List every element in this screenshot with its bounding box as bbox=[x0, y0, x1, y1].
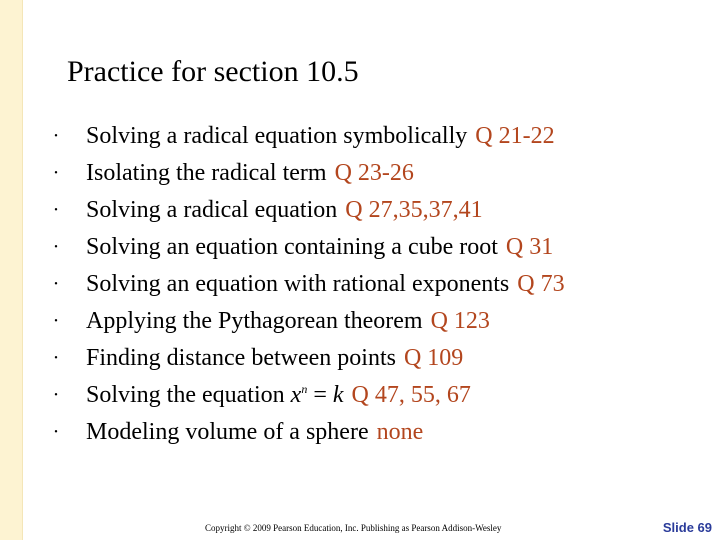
bullet-icon: • bbox=[54, 353, 58, 364]
list-item bbox=[26, 118, 565, 155]
question-ref: Q 21-22 bbox=[475, 123, 555, 149]
slide-title: Practice for section 10.5 bbox=[67, 55, 359, 88]
question-ref: Q 109 bbox=[403, 345, 464, 371]
list-item bbox=[26, 266, 565, 303]
topic-text: Applying the Pythagorean theorem bbox=[86, 308, 423, 334]
list-item bbox=[26, 303, 565, 340]
topic-text: Solving a radical equation bbox=[86, 197, 338, 223]
question-ref: Q 27,35,37,41 bbox=[345, 197, 483, 223]
bullet-icon: • bbox=[54, 316, 58, 327]
bullet-icon: • bbox=[54, 131, 58, 142]
question-ref: Q 123 bbox=[430, 308, 490, 334]
variable-x: x bbox=[290, 382, 302, 408]
equals-sign: = bbox=[307, 382, 333, 408]
topic-text: Modeling volume of a sphere bbox=[86, 419, 369, 445]
topic-text: Finding distance between points bbox=[86, 345, 396, 371]
left-decorative-band bbox=[0, 0, 23, 540]
topic-text-prefix: Solving the equation bbox=[86, 382, 291, 408]
question-ref: Q 47, 55, 67 bbox=[351, 382, 471, 408]
question-ref: none bbox=[376, 419, 424, 445]
slide-number: Slide 69 bbox=[662, 520, 712, 535]
question-ref: Q 31 bbox=[505, 234, 554, 260]
bullet-icon: • bbox=[54, 390, 58, 401]
copyright-text: Copyright © 2009 Pearson Education, Inc. Publishing as Pearson Addison-Wesley bbox=[205, 523, 502, 533]
exponent-n: n bbox=[301, 382, 308, 396]
topic-text: Solving an equation containing a cube root bbox=[86, 234, 498, 260]
topic-text: Isolating the radical term bbox=[86, 160, 327, 186]
question-ref: Q 23-26 bbox=[334, 160, 414, 186]
topic-text: Solving an equation with rational exponents bbox=[86, 271, 510, 297]
bullet-icon: • bbox=[54, 168, 58, 179]
practice-list bbox=[26, 118, 565, 451]
variable-k: k bbox=[332, 382, 344, 408]
list-item bbox=[26, 192, 565, 229]
list-item bbox=[26, 377, 565, 414]
bullet-icon: • bbox=[54, 427, 58, 438]
list-item bbox=[26, 414, 565, 451]
topic-text: Solving a radical equation symbolically bbox=[86, 123, 468, 149]
question-ref: Q 73 bbox=[517, 271, 565, 297]
list-item bbox=[26, 229, 565, 266]
list-item bbox=[26, 155, 565, 192]
bullet-icon: • bbox=[54, 242, 58, 253]
topic-text bbox=[86, 382, 344, 409]
bullet-icon: • bbox=[54, 279, 58, 290]
list-item bbox=[26, 340, 565, 377]
bullet-icon: • bbox=[54, 205, 58, 216]
